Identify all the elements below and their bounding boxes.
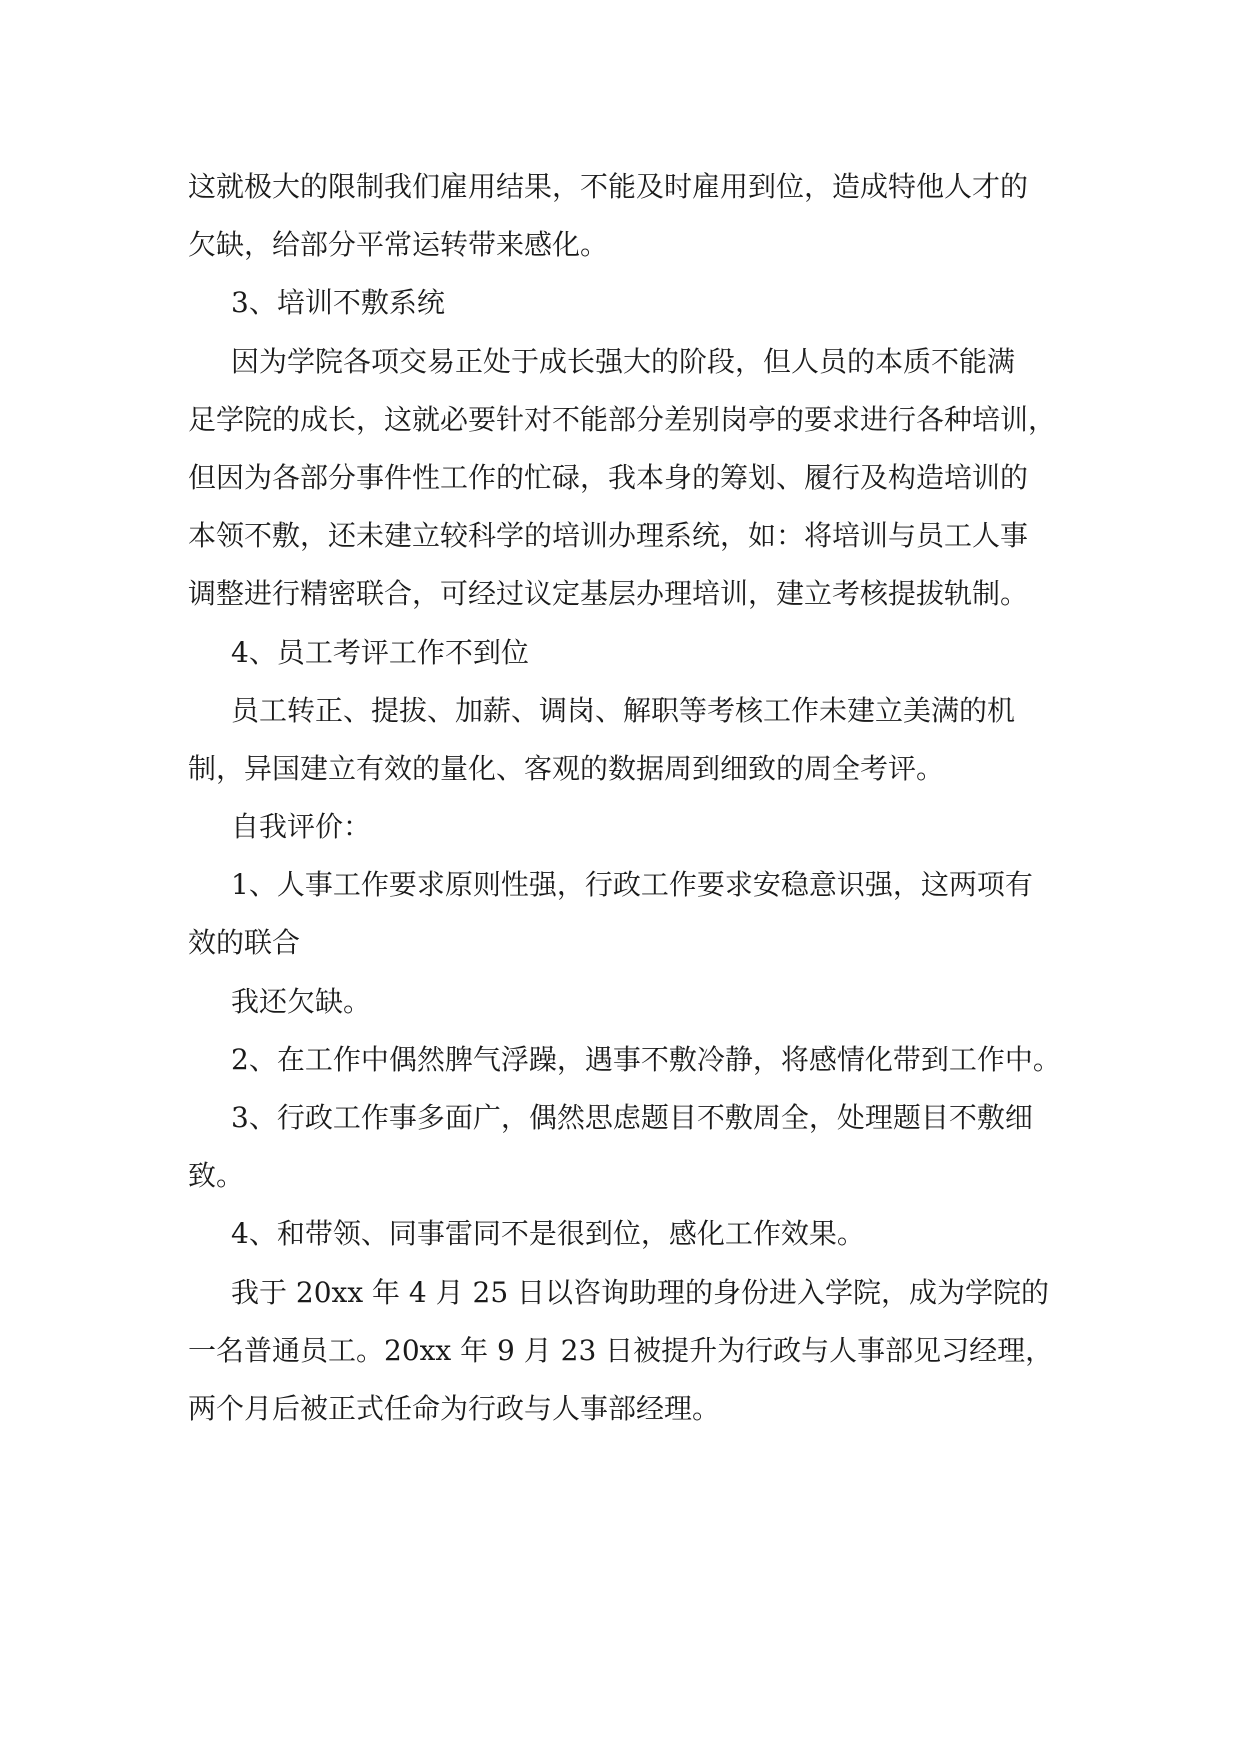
document-body [188,158,1078,1438]
text-line: 效的联合 [188,926,301,960]
text-line: 因为学院各项交易正处于成长强大的阶段，但人员的本质不能满 [231,344,1016,378]
text-line: 一名普通员工。20xx 年 9 月 23 日被提升为行政与人事部见习经理， [188,1333,1054,1367]
text-line: 2、在工作中偶然脾气浮躁，遇事不敷冷静，将感情化带到工作中。 [231,1042,1061,1076]
text-line: 我还欠缺。 [231,984,372,1018]
text-line: 3、行政工作事多面广，偶然思虑题目不敷周全，处理题目不敷细 [231,1101,1033,1134]
text-line: 制，异国建立有效的量化、客观的数据周到细致的周全考评。 [188,751,945,785]
text-line: 4、和带领、同事雷同不是很到位，感化工作效果。 [231,1217,865,1251]
text-line: 1、人事工作要求原则性强，行政工作要求安稳意识强，这两项有 [231,868,1033,902]
section-heading: 自我评价： [231,810,372,844]
section-heading: 3、培训不敷系统 [231,286,445,320]
text-line: 这就极大的限制我们雇用结果，不能及时雇用到位，造成特他人才的 [188,170,1029,203]
text-line: 本领不敷，还未建立较科学的培训办理系统，如：将培训与员工人事 [188,519,1029,553]
text-line: 致。 [188,1159,245,1193]
text-line: 我于 20xx 年 4 月 25 日以咨询助理的身份进入学院，成为学院的 [231,1275,1050,1309]
text-line: 但因为各部分事件性工作的忙碌，我本身的筹划、履行及构造培训的 [188,460,1029,494]
text-line: 员工转正、提拔、加薪、调岗、解职等考核工作未建立美满的机 [231,693,1016,727]
section-heading: 4、员工考评工作不到位 [231,635,529,669]
text-line: 欠缺，给部分平常运转带来感化。 [188,228,609,262]
text-line: 足学院的成长，这就必要针对不能部分差别岗亭的要求进行各种培训， [188,402,1057,436]
text-line: 两个月后被正式任命为行政与人事部经理。 [188,1391,721,1425]
text-line: 调整进行精密联合，可经过议定基层办理培训，建立考核提拔轨制。 [188,577,1029,611]
